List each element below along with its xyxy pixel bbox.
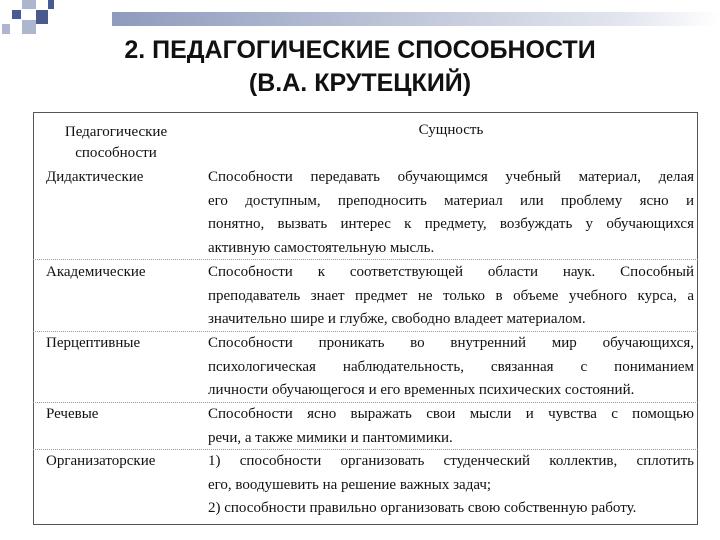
desc-line: значительно шире и глубже, свободно владеет материалом.: [208, 311, 586, 327]
deco-gradient-bar: [112, 12, 720, 26]
desc-line: преподаватель знает предмет не только в объеме учебного курса, а: [208, 287, 694, 304]
header-abilities: [40, 122, 192, 164]
deco-square-6: [2, 24, 10, 34]
row-desc-speech: [208, 403, 694, 450]
deco-square-5: [48, 0, 54, 9]
desc-line: его, воодушевить на решение важных задач;: [208, 476, 492, 493]
desc-line: понятно, вызвать интерес к предмету, возбуждать у обучающихся: [208, 216, 694, 232]
desc-line: активную самостоятельную мысль.: [208, 239, 435, 256]
row-name-didactic: Дидактические: [46, 169, 144, 185]
deco-square-3: [36, 10, 48, 24]
row-name-organizational: Организаторские: [46, 453, 156, 469]
row-name-speech: Речевые: [46, 406, 99, 422]
header-abilities-line-2: способности: [75, 145, 157, 161]
desc-line: 2) способности правильно организовать свою собственную работу.: [208, 500, 637, 516]
desc-line: психологическая наблюдательность, связанная с пониманием: [208, 358, 694, 375]
row-desc-didactic: [208, 166, 694, 260]
desc-line: его доступным, преподносить материал или проблему ясно и: [208, 192, 694, 209]
desc-line: Способности проникать во внутренний мир обучающихся,: [208, 335, 694, 351]
row-name-perceptive: Перцептивные: [46, 335, 141, 351]
desc-line: 1) способности организовать студенческий коллектив, сплотить: [208, 453, 694, 469]
deco-square-4: [22, 20, 36, 34]
row-divider: [33, 259, 698, 260]
desc-line: личности обучающегося и его временных психических состояний.: [208, 382, 635, 398]
row-desc-perceptive: [208, 332, 694, 403]
row-name-academic: Академические: [46, 264, 146, 280]
row-desc-organizational: [208, 450, 694, 521]
desc-line: Способности ясно выражать свои мысли и чувства с помощью: [208, 406, 694, 422]
deco-square-1: [12, 10, 21, 19]
header-essence: Сущность: [418, 122, 484, 138]
title-line-2: (В.А. КРУТЕЦКИЙ): [248, 69, 472, 97]
header-abilities-line-1: Педагогические: [64, 124, 168, 140]
deco-square-2: [22, 0, 36, 9]
slide-title: [0, 34, 720, 100]
row-desc-academic: [208, 261, 694, 332]
desc-line: речи, а также мимики и пантомимики.: [208, 429, 453, 446]
title-line-1: 2. ПЕДАГОГИЧЕСКИЕ СПОСОБНОСТИ: [124, 36, 596, 64]
desc-line: Способности к соответствующей области наук. Способный: [208, 264, 694, 280]
desc-line: Способности передавать обучающимся учебный материал, делая: [208, 169, 694, 185]
